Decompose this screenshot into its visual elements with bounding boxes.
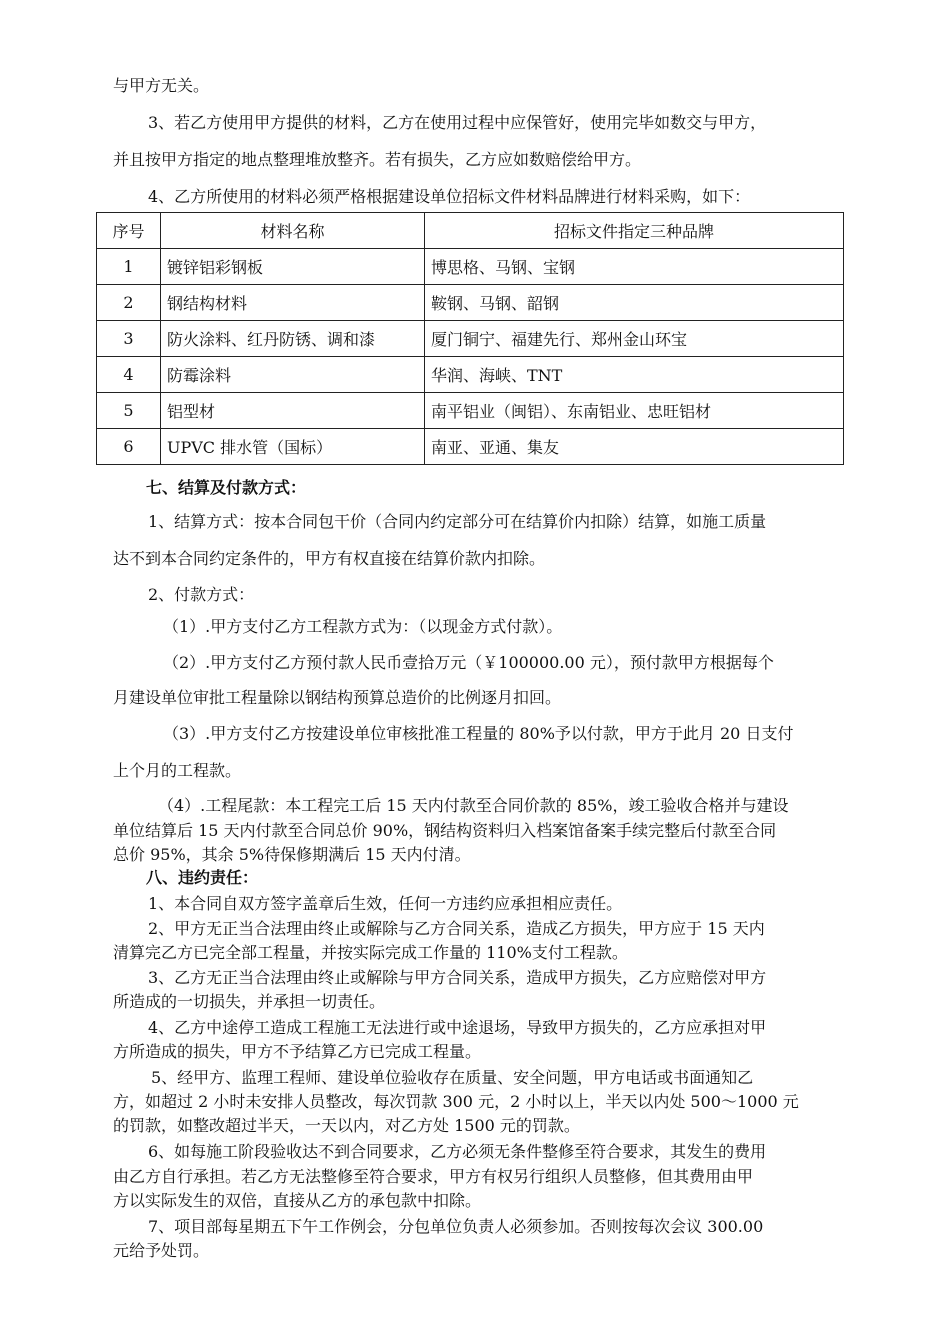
section-7-line: 达不到本合同约定条件的，甲方有权直接在结算价款内扣除。: [113, 549, 546, 568]
row-material: 镀锌铝彩钢板: [161, 249, 425, 285]
intro-clause-4: 4、乙方所使用的材料必须严格根据建设单位招标文件材料品牌进行材料采购，如下：: [148, 187, 751, 206]
row-material: 铝型材: [161, 393, 425, 429]
row-brands: 厦门铜宁、福建先行、郑州金山环宝: [425, 321, 844, 357]
section-7-line: 单位结算后 15 天内付款至合同总价 90%，钢结构资料归入档案馆备案手续完整后付款至合同: [113, 821, 777, 840]
section-7-line: 上个月的工程款。: [113, 761, 242, 780]
row-material: 防霉涂料: [161, 357, 425, 393]
header-brands: 招标文件指定三种品牌: [425, 213, 844, 249]
intro-line-1: 与甲方无关。: [113, 76, 210, 95]
section-8-line: 3、乙方无正当合法理由终止或解除与甲方合同关系，造成甲方损失，乙方应赔偿对甲方: [148, 968, 767, 987]
materials-table: [96, 212, 844, 465]
row-index: 2: [97, 285, 161, 321]
section-7-line: 月建设单位审批工程量除以钢结构预算总造价的比例逐月扣回。: [113, 688, 562, 707]
row-index: 1: [97, 249, 161, 285]
table-row: [97, 393, 844, 429]
section-8-line: 元给予处罚。: [113, 1241, 210, 1260]
intro-clause-3: 3、若乙方使用甲方提供的材料，乙方在使用过程中应保管好，使用完毕如数交与甲方，: [148, 113, 767, 132]
table-row: [97, 429, 844, 465]
row-index: 5: [97, 393, 161, 429]
section-8-line: 方所造成的损失，甲方不予结算乙方已完成工程量。: [113, 1042, 482, 1061]
intro-clause-3-cont: 并且按甲方指定的地点整理堆放整齐。若有损失，乙方应如数赔偿给甲方。: [113, 150, 642, 169]
section-7-line: （1）.甲方支付乙方工程款方式为：（以现金方式付款）。: [163, 617, 563, 636]
row-index: 3: [97, 321, 161, 357]
table-row: [97, 357, 844, 393]
header-index: 序号: [97, 213, 161, 249]
section-7-line: （4）.工程尾款：本工程完工后 15 天内付款至合同价款的 85%，竣工验收合格并与建设: [158, 796, 789, 815]
section-8-line: 所造成的一切损失，并承担一切责任。: [113, 992, 386, 1011]
section-8-line: 7、项目部每星期五下午工作例会，分包单位负责人必须参加。否则按每次会议 300.00: [148, 1217, 764, 1236]
section-8-line: 1、本合同自双方签字盖章后生效，任何一方违约应承担相应责任。: [148, 894, 623, 913]
section-8-line: 清算完乙方已完全部工程量，并按实际完成工作量的 110%支付工程款。: [113, 943, 628, 962]
section-8-line: 方以实际发生的双倍，直接从乙方的承包款中扣除。: [113, 1191, 482, 1210]
row-brands: 南亚、亚通、集友: [425, 429, 844, 465]
section-7-line: 2、付款方式：: [148, 585, 255, 604]
section-8-line: 由乙方自行承担。若乙方无法整修至符合要求，甲方有权另行组织人员整修，但其费用由甲: [113, 1167, 754, 1186]
row-index: 6: [97, 429, 161, 465]
row-brands: 南平铝业（闽铝）、东南铝业、忠旺铝材: [425, 393, 844, 429]
row-brands: 博思格、马钢、宝钢: [425, 249, 844, 285]
section-8-line: 的罚款，如整改超过半天，一天以内，对乙方处 1500 元的罚款。: [113, 1116, 580, 1135]
section-7-line: 总价 95%，其余 5%待保修期满后 15 天内付清。: [113, 845, 471, 864]
header-material: 材料名称: [161, 213, 425, 249]
section-8-heading: 八、违约责任：: [146, 868, 259, 887]
section-7-line: （3）.甲方支付乙方按建设单位审核批准工程量的 80%予以付款，甲方于此月 20 日支付: [163, 724, 794, 743]
table-header-row: [97, 213, 844, 249]
section-7-line: 1、结算方式：按本合同包干价（合同内约定部分可在结算价内扣除）结算，如施工质量: [148, 512, 767, 531]
row-brands: 华润、海峡、TNT: [425, 357, 844, 393]
section-8-line: 2、甲方无正当合法理由终止或解除与乙方合同关系，造成乙方损失，甲方应于 15 天内: [148, 919, 765, 938]
row-material: 钢结构材料: [161, 285, 425, 321]
section-8-line: 方，如超过 2 小时未安排人员整改，每次罚款 300 元，2 小时以上，半天以内处 500～1000 元: [113, 1092, 799, 1111]
table-row: [97, 249, 844, 285]
row-material: 防火涂料、红丹防锈、调和漆: [161, 321, 425, 357]
section-8-line: 4、乙方中途停工造成工程施工无法进行或中途退场，导致甲方损失的，乙方应承担对甲: [148, 1018, 767, 1037]
section-7-line: （2）.甲方支付乙方预付款人民币壹拾万元（￥100000.00 元），预付款甲方根据每个: [163, 653, 774, 672]
row-index: 4: [97, 357, 161, 393]
row-material: UPVC 排水管（国标）: [161, 429, 425, 465]
table-row: [97, 321, 844, 357]
section-8-line: 5、经甲方、监理工程师、建设单位验收存在质量、安全问题，甲方电话或书面通知乙: [151, 1068, 754, 1087]
row-brands: 鞍钢、马钢、韶钢: [425, 285, 844, 321]
section-7-heading: 七、结算及付款方式：: [146, 478, 307, 497]
section-8-line: 6、如每施工阶段验收达不到合同要求，乙方必须无条件整修至符合要求，其发生的费用: [148, 1142, 767, 1161]
table-row: [97, 285, 844, 321]
